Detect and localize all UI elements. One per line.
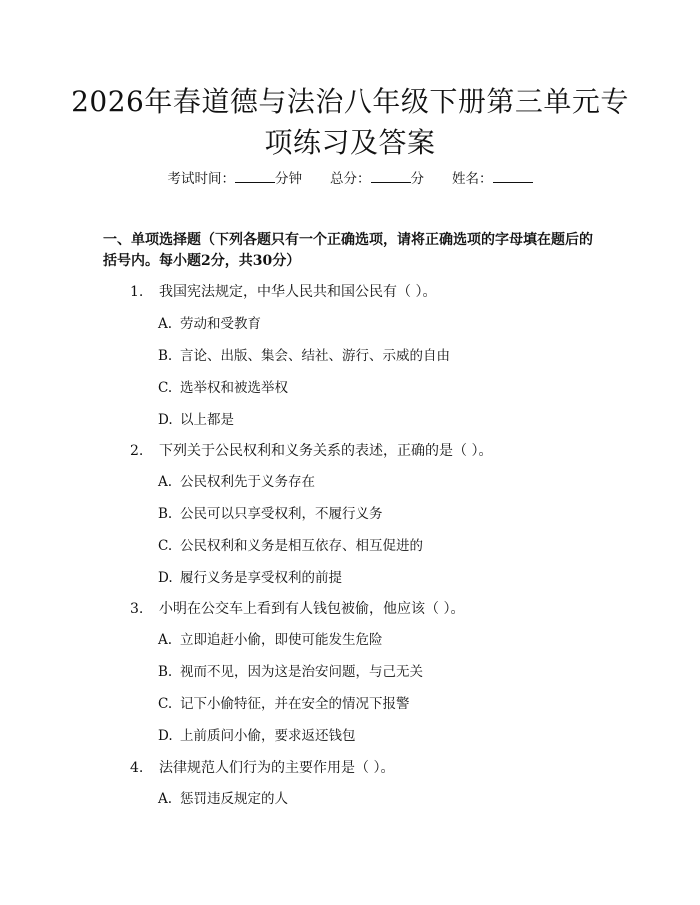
option-letter: D. (158, 728, 173, 744)
option-letter: B. (158, 506, 173, 522)
question-1-option-d (158, 410, 234, 430)
question-number: 3. (130, 601, 144, 617)
question-3-option-c (158, 694, 410, 714)
option-text: 视而不见，因为这是治安问题，与己无关 (180, 664, 423, 680)
option-text: 立即追赶小偷，即使可能发生危险 (180, 632, 383, 648)
total-score-unit: 分 (410, 171, 424, 187)
option-text: 上前质问小偷，要求返还钱包 (180, 728, 356, 744)
option-text: 选举权和被选举权 (180, 380, 288, 396)
option-letter: C. (158, 538, 173, 554)
question-3 (130, 599, 464, 619)
question-4-option-a (158, 789, 288, 809)
question-1-option-a (158, 314, 261, 334)
total-score-blank (371, 168, 411, 183)
option-letter: C. (158, 696, 173, 712)
question-2-option-b (158, 504, 383, 524)
question-number: 2. (130, 443, 144, 459)
total-score-label: 总分： (330, 171, 371, 187)
option-letter: A. (158, 632, 173, 648)
question-3-option-a (158, 630, 383, 650)
option-text: 公民权利和义务是相互依存、相互促进的 (180, 538, 423, 554)
option-letter: B. (158, 348, 173, 364)
document-title-line-2: 项练习及答案 (264, 126, 436, 159)
section-1-heading: 一、单项选择题（下列各题只有一个正确选项，请将正确选项的字母填在题后的括号内。每小题2分，共30分） (103, 232, 593, 269)
question-text: 法律规范人们行为的主要作用是（ ）。 (159, 760, 395, 776)
question-2-option-c (158, 536, 423, 556)
question-text: 下列关于公民权利和义务关系的表述，正确的是（ ）。 (159, 443, 493, 459)
question-text: 小明在公交车上看到有人钱包被偷，他应该（ ）。 (159, 601, 465, 617)
document-title-line-1: 2026年春道德与法治八年级下册第三单元专 (71, 85, 629, 118)
student-name-label: 姓名： (452, 171, 493, 187)
exam-time-blank (235, 168, 275, 183)
option-text: 劳动和受教育 (180, 316, 261, 332)
option-text: 惩罚违反规定的人 (180, 791, 288, 807)
student-name-blank (493, 168, 533, 183)
question-1 (130, 282, 436, 302)
option-letter: A. (158, 316, 173, 332)
question-4 (130, 758, 394, 778)
question-2-option-d (158, 568, 342, 588)
option-text: 公民可以只享受权利，不履行义务 (180, 506, 383, 522)
option-text: 记下小偷特征，并在安全的情况下报警 (180, 696, 410, 712)
option-letter: D. (158, 412, 173, 428)
question-2 (130, 441, 492, 461)
option-letter: A. (158, 791, 173, 807)
option-letter: B. (158, 664, 173, 680)
option-text: 履行义务是享受权利的前提 (180, 570, 342, 586)
question-1-option-c (158, 378, 288, 398)
exam-time-label: 考试时间： (167, 171, 235, 187)
option-text: 公民权利先于义务存在 (180, 474, 315, 490)
question-1-option-b (158, 346, 450, 366)
option-text: 言论、出版、集会、结社、游行、示威的自由 (180, 348, 450, 364)
question-3-option-d (158, 726, 356, 746)
exam-time-unit: 分钟 (275, 171, 302, 187)
question-3-option-b (158, 662, 423, 682)
exam-info-line (0, 168, 700, 189)
question-number: 1. (130, 284, 144, 300)
question-2-option-a (158, 472, 315, 492)
option-text: 以上都是 (180, 412, 234, 428)
question-text: 我国宪法规定，中华人民共和国公民有（ ）。 (159, 284, 437, 300)
option-letter: D. (158, 570, 173, 586)
question-number: 4. (130, 760, 144, 776)
option-letter: C. (158, 380, 173, 396)
option-letter: A. (158, 474, 173, 490)
